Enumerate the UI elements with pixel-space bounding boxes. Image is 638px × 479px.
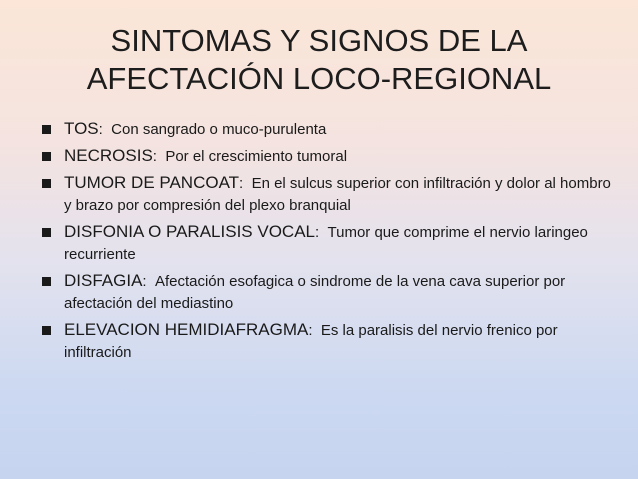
square-bullet-icon — [42, 152, 51, 161]
square-bullet-icon — [42, 277, 51, 286]
square-bullet-icon — [42, 326, 51, 335]
list-item-tos: TOS: Con sangrado o muco-purulenta — [40, 118, 620, 141]
slide-title — [0, 22, 638, 98]
list-item-pancoast: TUMOR DE PANCOAT: En el sulcus superior con infiltración y dolor al hombro y brazo por compresión del plexo branquial — [40, 172, 620, 217]
square-bullet-icon — [42, 179, 51, 188]
item-term: DISFONIA O PARALISIS VOCAL — [64, 222, 315, 241]
item-description: Es la paralisis del nervio frenico por infiltración — [64, 322, 558, 361]
list-item-disfagia: DISFAGIA: Afectación esofagica o sindrome de la vena cava superior por afectación del mediastino — [40, 270, 620, 315]
item-description: Por el crescimiento tumoral — [165, 148, 348, 165]
item-description: En el sulcus superior con infiltración y dolor al hombro y brazo por compresión del plexo branquial — [64, 175, 611, 214]
item-term: DISFAGIA — [64, 271, 143, 290]
item-term: TUMOR DE PANCOAT — [64, 173, 240, 192]
item-description: Afectación esofagica o sindrome de la vena cava superior por afectación del mediastino — [64, 273, 566, 312]
list-item-elevacion: ELEVACION HEMIDIAFRAGMA: Es la paralisis del nervio frenico por infiltración — [40, 319, 620, 364]
slide-title-line-2: AFECTACIÓN LOCO-REGIONAL — [86, 61, 552, 96]
slide-title-line-1: SINTOMAS Y SIGNOS DE LA — [110, 23, 528, 58]
symptom-list — [40, 118, 620, 368]
item-term: NECROSIS — [64, 146, 153, 165]
list-item-disfonia: DISFONIA O PARALISIS VOCAL: Tumor que comprime el nervio laringeo recurriente — [40, 221, 620, 266]
square-bullet-icon — [42, 228, 51, 237]
item-description: Con sangrado o muco-purulenta — [111, 121, 327, 138]
item-term: TOS — [64, 119, 99, 138]
list-item-necrosis: NECROSIS: Por el crescimiento tumoral — [40, 145, 620, 168]
square-bullet-icon — [42, 125, 51, 134]
item-term: ELEVACION HEMIDIAFRAGMA — [64, 320, 309, 339]
item-description: Tumor que comprime el nervio laringeo recurriente — [64, 224, 588, 263]
